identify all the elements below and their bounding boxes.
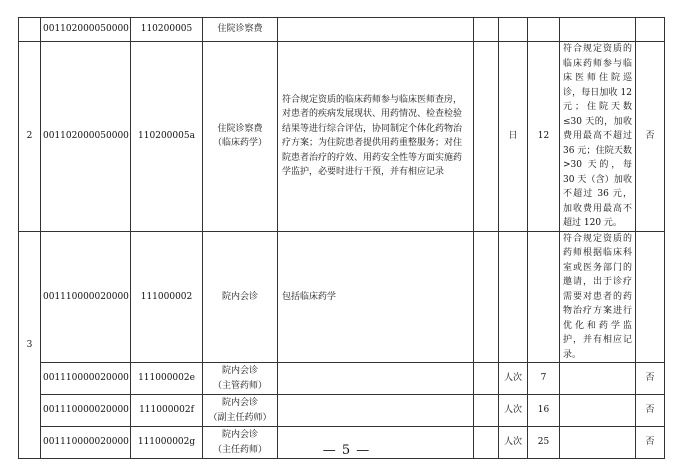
extra-cell: 否 — [636, 395, 665, 427]
price-cell: 25 — [528, 427, 560, 459]
note-cell — [560, 363, 636, 395]
seq-cell: 2 — [19, 42, 41, 232]
item-code-cell: 111000002e — [131, 363, 203, 395]
table-row — [19, 395, 665, 427]
table-row — [19, 363, 665, 395]
extra-cell — [636, 231, 665, 363]
excluded-cell — [474, 231, 499, 363]
unit-cell: 人次 — [499, 363, 528, 395]
finance-code-cell: 001110000020000 — [41, 231, 131, 363]
note-cell: 符合规定资质的临床药师参与临床医师住院巡诊，每日加收 12 元；住院天数≤30 天的，加收费用最高不超过 36 元；住院天数>30 天的，每 30 天（含）加收不超过 36 元，加收费用最高不超过 120 元。 — [560, 42, 636, 232]
unit-cell: 人次 — [499, 427, 528, 459]
seq-cell — [19, 18, 41, 42]
price-cell — [528, 18, 560, 42]
price-cell: 12 — [528, 42, 560, 232]
seq-cell: 3 — [19, 231, 41, 459]
item-code-cell: 110200005a — [131, 42, 203, 232]
excluded-cell — [474, 363, 499, 395]
price-cell: 16 — [528, 395, 560, 427]
finance-code-cell: 001102000050000 — [41, 42, 131, 232]
unit-cell — [499, 18, 528, 42]
table-row — [19, 42, 665, 232]
excluded-cell — [474, 18, 499, 42]
item-name-cell: 住院诊察费 — [203, 18, 278, 42]
item-name-cell: 院内会诊 （副主任药师） — [203, 395, 278, 427]
item-name-cell: 院内会诊 — [203, 231, 278, 363]
page-number: — 5 — — [322, 443, 371, 458]
item-code-cell: 111000002f — [131, 395, 203, 427]
unit-cell: 人次 — [499, 395, 528, 427]
unit-cell — [499, 231, 528, 363]
excluded-cell — [474, 42, 499, 232]
table-row — [19, 231, 665, 363]
excluded-cell — [474, 395, 499, 427]
content-cell — [278, 18, 474, 42]
item-name-cell: 住院诊察费 （临床药学） — [203, 42, 278, 232]
finance-code-cell: 001110000020000 — [41, 363, 131, 395]
finance-code-cell: 001102000050000 — [41, 18, 131, 42]
item-name-cell: 院内会诊 （主管药师） — [203, 363, 278, 395]
extra-cell: 否 — [636, 42, 665, 232]
item-name-cell: 院内会诊 （主任药师） — [203, 427, 278, 459]
finance-code-cell: 001110000020000 — [41, 427, 131, 459]
item-code-cell: 111000002 — [131, 231, 203, 363]
fee-table — [18, 17, 665, 459]
table-row — [19, 18, 665, 42]
extra-cell: 否 — [636, 363, 665, 395]
price-cell: 7 — [528, 363, 560, 395]
content-cell — [278, 363, 474, 395]
price-cell — [528, 231, 560, 363]
finance-code-cell: 001110000020000 — [41, 395, 131, 427]
content-cell — [278, 395, 474, 427]
extra-cell: 否 — [636, 427, 665, 459]
note-cell — [560, 18, 636, 42]
item-code-cell: 110200005 — [131, 18, 203, 42]
note-cell — [560, 395, 636, 427]
note-cell: 符合规定资质的药师根据临床科室或医务部门的邀请，出于诊疗需要对患者的药物治疗方案进行优化和药学监护，并有相应记录。 — [560, 231, 636, 363]
extra-cell — [636, 18, 665, 42]
item-code-cell: 111000002g — [131, 427, 203, 459]
content-cell: 符合规定资质的临床药师参与临床医师查房，对患者的疾病发展现状、用药情况、检查检验结果等进行综合评估，协同制定个体化药物治疗方案；为住院患者提供用药重整服务；对住院患者治疗的疗效、用药安全性等方面实施药学监护，必要时进行干预，并有相应记录 — [278, 42, 474, 232]
content-cell: 包括临床药学 — [278, 231, 474, 363]
unit-cell: 日 — [499, 42, 528, 232]
